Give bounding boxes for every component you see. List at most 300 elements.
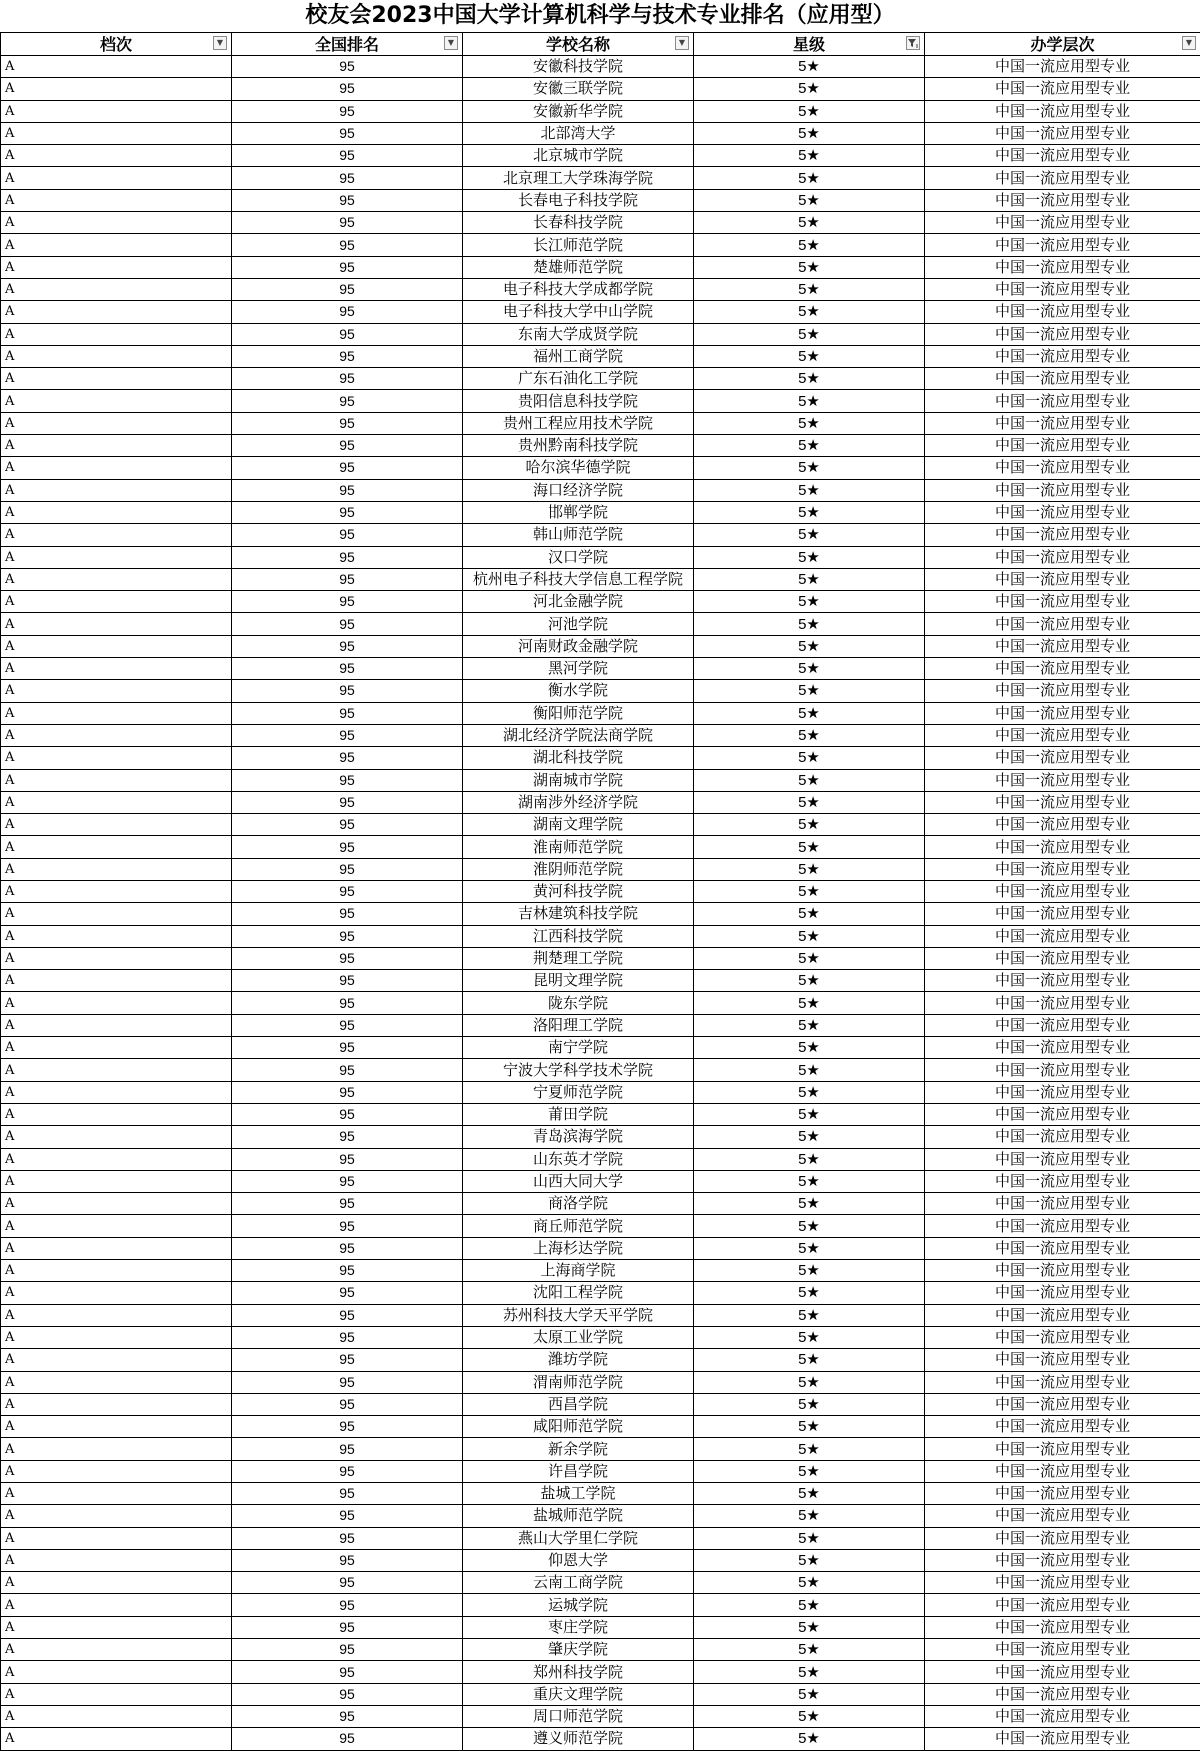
tier-cell: A: [1, 1505, 232, 1527]
rank-cell: 95: [232, 256, 463, 278]
table-row: [1, 345, 1200, 367]
tier-cell: A: [1, 1193, 232, 1215]
tier-cell: A: [1, 836, 232, 858]
rank-cell: 95: [232, 970, 463, 992]
school-level-cell: 中国一流应用型专业: [925, 836, 1200, 858]
school-name-cell: 枣庄学院: [463, 1616, 694, 1638]
tier-cell: A: [1, 1393, 232, 1415]
tier-cell: A: [1, 100, 232, 122]
tier-cell: A: [1, 435, 232, 457]
star-level-cell: 5★: [694, 1237, 925, 1259]
school-level-cell: 中国一流应用型专业: [925, 1103, 1200, 1125]
table-row: [1, 1393, 1200, 1415]
rank-cell: 95: [232, 412, 463, 434]
rank-cell: 95: [232, 1728, 463, 1750]
star-level-cell: 5★: [694, 1304, 925, 1326]
school-name-cell: 衡水学院: [463, 680, 694, 702]
school-level-cell: 中国一流应用型专业: [925, 635, 1200, 657]
column-header-label: 学校名称: [545, 34, 610, 54]
school-name-cell: 沈阳工程学院: [463, 1282, 694, 1304]
star-level-cell: 5★: [694, 1705, 925, 1727]
tier-cell: A: [1, 546, 232, 568]
rank-cell: 95: [232, 122, 463, 144]
school-name-cell: 北京理工大学珠海学院: [463, 167, 694, 189]
tier-cell: A: [1, 1728, 232, 1750]
rank-cell: 95: [232, 1683, 463, 1705]
school-level-cell: 中国一流应用型专业: [925, 1059, 1200, 1081]
school-name-cell: 宁波大学科学技术学院: [463, 1059, 694, 1081]
table-row: [1, 970, 1200, 992]
rank-cell: 95: [232, 479, 463, 501]
tier-cell: A: [1, 1148, 232, 1170]
school-level-cell: 中国一流应用型专业: [925, 412, 1200, 434]
school-level-cell: 中国一流应用型专业: [925, 1037, 1200, 1059]
rank-cell: 95: [232, 1326, 463, 1348]
table-row: [1, 368, 1200, 390]
star-level-cell: 5★: [694, 100, 925, 122]
star-level-cell: 5★: [694, 479, 925, 501]
tier-cell: A: [1, 1103, 232, 1125]
star-level-cell: 5★: [694, 122, 925, 144]
school-name-cell: 电子科技大学中山学院: [463, 301, 694, 323]
tier-cell: A: [1, 613, 232, 635]
school-name-cell: 运城学院: [463, 1594, 694, 1616]
table-row: [1, 1416, 1200, 1438]
school-name-cell: 电子科技大学成都学院: [463, 278, 694, 300]
tier-cell: A: [1, 1170, 232, 1192]
rank-cell: 95: [232, 1126, 463, 1148]
table-row: [1, 1527, 1200, 1549]
rank-cell: 95: [232, 1148, 463, 1170]
column-header-school-level: [925, 33, 1200, 56]
column-header-national-rank: [232, 33, 463, 56]
tier-cell: A: [1, 591, 232, 613]
table-row: [1, 479, 1200, 501]
star-level-cell: 5★: [694, 635, 925, 657]
school-level-cell: 中国一流应用型专业: [925, 457, 1200, 479]
rank-cell: 95: [232, 546, 463, 568]
rank-cell: 95: [232, 1505, 463, 1527]
school-level-cell: 中国一流应用型专业: [925, 568, 1200, 590]
rank-cell: 95: [232, 189, 463, 211]
table-row: [1, 390, 1200, 412]
school-level-cell: 中国一流应用型专业: [925, 925, 1200, 947]
table-row: [1, 1260, 1200, 1282]
school-name-cell: 云南工商学院: [463, 1572, 694, 1594]
star-level-cell: 5★: [694, 1594, 925, 1616]
table-row: [1, 1683, 1200, 1705]
table-row: [1, 1215, 1200, 1237]
tier-cell: A: [1, 1416, 232, 1438]
table-row: [1, 1371, 1200, 1393]
star-level-cell: 5★: [694, 1103, 925, 1125]
school-level-cell: 中国一流应用型专业: [925, 122, 1200, 144]
table-row: [1, 769, 1200, 791]
school-level-cell: 中国一流应用型专业: [925, 1705, 1200, 1727]
school-level-cell: 中国一流应用型专业: [925, 301, 1200, 323]
star-level-cell: 5★: [694, 1148, 925, 1170]
school-level-cell: 中国一流应用型专业: [925, 479, 1200, 501]
tier-cell: A: [1, 1126, 232, 1148]
school-name-cell: 安徽三联学院: [463, 78, 694, 100]
table-row: [1, 1103, 1200, 1125]
school-level-cell: 中国一流应用型专业: [925, 256, 1200, 278]
star-level-cell: 5★: [694, 435, 925, 457]
star-level-cell: 5★: [694, 501, 925, 523]
column-header-label: 星级: [792, 34, 825, 54]
school-name-cell: 仰恩大学: [463, 1549, 694, 1571]
rank-cell: 95: [232, 1483, 463, 1505]
rank-cell: 95: [232, 56, 463, 78]
rank-cell: 95: [232, 791, 463, 813]
table-row: [1, 1304, 1200, 1326]
filter-icon[interactable]: [906, 36, 920, 50]
school-level-cell: 中国一流应用型专业: [925, 1416, 1200, 1438]
tier-cell: A: [1, 524, 232, 546]
rank-cell: 95: [232, 1416, 463, 1438]
school-level-cell: 中国一流应用型专业: [925, 769, 1200, 791]
school-level-cell: 中国一流应用型专业: [925, 1014, 1200, 1036]
school-name-cell: 北部湾大学: [463, 122, 694, 144]
tier-cell: A: [1, 412, 232, 434]
rank-cell: 95: [232, 1616, 463, 1638]
school-level-cell: 中国一流应用型专业: [925, 234, 1200, 256]
table-row: [1, 256, 1200, 278]
school-name-cell: 海口经济学院: [463, 479, 694, 501]
dropdown-arrow-icon[interactable]: ▼: [675, 36, 689, 50]
table-row: [1, 903, 1200, 925]
school-name-cell: 盐城师范学院: [463, 1505, 694, 1527]
rank-cell: 95: [232, 702, 463, 724]
school-name-cell: 长春电子科技学院: [463, 189, 694, 211]
table-row: [1, 1505, 1200, 1527]
school-name-cell: 湖南城市学院: [463, 769, 694, 791]
rank-cell: 95: [232, 680, 463, 702]
table-row: [1, 122, 1200, 144]
school-name-cell: 贵阳信息科技学院: [463, 390, 694, 412]
school-level-cell: 中国一流应用型专业: [925, 747, 1200, 769]
star-level-cell: 5★: [694, 1170, 925, 1192]
star-level-cell: 5★: [694, 1549, 925, 1571]
rank-cell: 95: [232, 1304, 463, 1326]
star-level-cell: 5★: [694, 613, 925, 635]
tier-cell: A: [1, 880, 232, 902]
star-level-cell: 5★: [694, 546, 925, 568]
rank-cell: 95: [232, 1639, 463, 1661]
school-name-cell: 盐城工学院: [463, 1483, 694, 1505]
dropdown-arrow-icon[interactable]: ▼: [444, 36, 458, 50]
star-level-cell: 5★: [694, 145, 925, 167]
tier-cell: A: [1, 479, 232, 501]
table-row: [1, 323, 1200, 345]
table-row: [1, 702, 1200, 724]
school-name-cell: 江西科技学院: [463, 925, 694, 947]
school-level-cell: 中国一流应用型专业: [925, 1460, 1200, 1482]
rank-cell: 95: [232, 1705, 463, 1727]
school-level-cell: 中国一流应用型专业: [925, 1170, 1200, 1192]
tier-cell: A: [1, 1081, 232, 1103]
table-row: [1, 212, 1200, 234]
tier-cell: A: [1, 1438, 232, 1460]
tier-cell: A: [1, 1661, 232, 1683]
tier-cell: A: [1, 1616, 232, 1638]
school-name-cell: 山东英才学院: [463, 1148, 694, 1170]
school-name-cell: 楚雄师范学院: [463, 256, 694, 278]
school-level-cell: 中国一流应用型专业: [925, 212, 1200, 234]
rank-cell: 95: [232, 658, 463, 680]
dropdown-arrow-icon[interactable]: ▼: [1182, 36, 1196, 50]
header-row: [1, 33, 1200, 56]
school-name-cell: 湖南文理学院: [463, 814, 694, 836]
rank-cell: 95: [232, 1193, 463, 1215]
rank-cell: 95: [232, 1260, 463, 1282]
school-level-cell: 中国一流应用型专业: [925, 1616, 1200, 1638]
school-level-cell: 中国一流应用型专业: [925, 1661, 1200, 1683]
school-level-cell: 中国一流应用型专业: [925, 1483, 1200, 1505]
table-row: [1, 100, 1200, 122]
star-level-cell: 5★: [694, 524, 925, 546]
star-level-cell: 5★: [694, 256, 925, 278]
school-name-cell: 长江师范学院: [463, 234, 694, 256]
star-level-cell: 5★: [694, 1438, 925, 1460]
tier-cell: A: [1, 1483, 232, 1505]
school-level-cell: 中国一流应用型专业: [925, 1148, 1200, 1170]
school-name-cell: 安徽新华学院: [463, 100, 694, 122]
tier-cell: A: [1, 635, 232, 657]
school-level-cell: 中国一流应用型专业: [925, 903, 1200, 925]
tier-cell: A: [1, 301, 232, 323]
star-level-cell: 5★: [694, 702, 925, 724]
school-level-cell: 中国一流应用型专业: [925, 56, 1200, 78]
table-row: [1, 501, 1200, 523]
star-level-cell: 5★: [694, 457, 925, 479]
star-level-cell: 5★: [694, 1282, 925, 1304]
school-name-cell: 上海商学院: [463, 1260, 694, 1282]
school-level-cell: 中国一流应用型专业: [925, 1371, 1200, 1393]
star-level-cell: 5★: [694, 836, 925, 858]
tier-cell: A: [1, 1371, 232, 1393]
school-level-cell: 中国一流应用型专业: [925, 189, 1200, 211]
rank-cell: 95: [232, 1661, 463, 1683]
table-row: [1, 1148, 1200, 1170]
school-level-cell: 中国一流应用型专业: [925, 613, 1200, 635]
school-level-cell: 中国一流应用型专业: [925, 390, 1200, 412]
school-level-cell: 中国一流应用型专业: [925, 1237, 1200, 1259]
star-level-cell: 5★: [694, 970, 925, 992]
star-level-cell: 5★: [694, 658, 925, 680]
table-row: [1, 234, 1200, 256]
tier-cell: A: [1, 56, 232, 78]
table-row: [1, 189, 1200, 211]
rank-cell: 95: [232, 1059, 463, 1081]
school-level-cell: 中国一流应用型专业: [925, 791, 1200, 813]
tier-cell: A: [1, 1349, 232, 1371]
star-level-cell: 5★: [694, 1260, 925, 1282]
star-level-cell: 5★: [694, 591, 925, 613]
tier-cell: A: [1, 278, 232, 300]
school-name-cell: 重庆文理学院: [463, 1683, 694, 1705]
school-level-cell: 中国一流应用型专业: [925, 702, 1200, 724]
table-row: [1, 1483, 1200, 1505]
school-name-cell: 洛阳理工学院: [463, 1014, 694, 1036]
tier-cell: A: [1, 791, 232, 813]
star-level-cell: 5★: [694, 1572, 925, 1594]
table-row: [1, 1014, 1200, 1036]
table-row: [1, 1572, 1200, 1594]
rank-cell: 95: [232, 836, 463, 858]
rank-cell: 95: [232, 925, 463, 947]
rank-cell: 95: [232, 1282, 463, 1304]
star-level-cell: 5★: [694, 1393, 925, 1415]
school-name-cell: 西昌学院: [463, 1393, 694, 1415]
school-name-cell: 商洛学院: [463, 1193, 694, 1215]
rank-cell: 95: [232, 1549, 463, 1571]
tier-cell: A: [1, 1594, 232, 1616]
school-name-cell: 韩山师范学院: [463, 524, 694, 546]
tier-cell: A: [1, 814, 232, 836]
school-level-cell: 中国一流应用型专业: [925, 591, 1200, 613]
school-level-cell: 中国一流应用型专业: [925, 1326, 1200, 1348]
column-header-tier: [1, 33, 232, 56]
school-level-cell: 中国一流应用型专业: [925, 1304, 1200, 1326]
table-row: [1, 1549, 1200, 1571]
school-name-cell: 湖北科技学院: [463, 747, 694, 769]
school-level-cell: 中国一流应用型专业: [925, 1527, 1200, 1549]
star-level-cell: 5★: [694, 368, 925, 390]
star-level-cell: 5★: [694, 791, 925, 813]
school-level-cell: 中国一流应用型专业: [925, 970, 1200, 992]
star-level-cell: 5★: [694, 167, 925, 189]
tier-cell: A: [1, 212, 232, 234]
rank-cell: 95: [232, 769, 463, 791]
tier-cell: A: [1, 368, 232, 390]
tier-cell: A: [1, 1705, 232, 1727]
rank-cell: 95: [232, 167, 463, 189]
school-name-cell: 渭南师范学院: [463, 1371, 694, 1393]
rank-cell: 95: [232, 435, 463, 457]
star-level-cell: 5★: [694, 1639, 925, 1661]
tier-cell: A: [1, 1683, 232, 1705]
table-row: [1, 680, 1200, 702]
rank-cell: 95: [232, 591, 463, 613]
rank-cell: 95: [232, 390, 463, 412]
school-level-cell: 中国一流应用型专业: [925, 1505, 1200, 1527]
school-level-cell: 中国一流应用型专业: [925, 724, 1200, 746]
table-row: [1, 1193, 1200, 1215]
tier-cell: A: [1, 78, 232, 100]
rank-cell: 95: [232, 1460, 463, 1482]
school-level-cell: 中国一流应用型专业: [925, 680, 1200, 702]
table-row: [1, 1594, 1200, 1616]
tier-cell: A: [1, 1059, 232, 1081]
school-name-cell: 郑州科技学院: [463, 1661, 694, 1683]
star-level-cell: 5★: [694, 1728, 925, 1750]
school-name-cell: 陇东学院: [463, 992, 694, 1014]
rank-cell: 95: [232, 568, 463, 590]
star-level-cell: 5★: [694, 880, 925, 902]
school-level-cell: 中国一流应用型专业: [925, 145, 1200, 167]
school-name-cell: 淮阴师范学院: [463, 858, 694, 880]
tier-cell: A: [1, 1326, 232, 1348]
school-name-cell: 太原工业学院: [463, 1326, 694, 1348]
star-level-cell: 5★: [694, 412, 925, 434]
tier-cell: A: [1, 1260, 232, 1282]
table-row: [1, 613, 1200, 635]
star-level-cell: 5★: [694, 212, 925, 234]
star-level-cell: 5★: [694, 1215, 925, 1237]
table-row: [1, 1661, 1200, 1683]
school-name-cell: 黄河科技学院: [463, 880, 694, 902]
tier-cell: A: [1, 747, 232, 769]
school-name-cell: 青岛滨海学院: [463, 1126, 694, 1148]
tier-cell: A: [1, 1215, 232, 1237]
school-level-cell: 中国一流应用型专业: [925, 658, 1200, 680]
filter-icon-glyph: [907, 37, 919, 49]
rank-cell: 95: [232, 747, 463, 769]
school-level-cell: 中国一流应用型专业: [925, 1438, 1200, 1460]
tier-cell: A: [1, 769, 232, 791]
school-level-cell: 中国一流应用型专业: [925, 1393, 1200, 1415]
school-level-cell: 中国一流应用型专业: [925, 1349, 1200, 1371]
school-name-cell: 莆田学院: [463, 1103, 694, 1125]
rank-cell: 95: [232, 1393, 463, 1415]
school-level-cell: 中国一流应用型专业: [925, 1282, 1200, 1304]
tier-cell: A: [1, 457, 232, 479]
rank-cell: 95: [232, 1527, 463, 1549]
rank-cell: 95: [232, 947, 463, 969]
star-level-cell: 5★: [694, 1193, 925, 1215]
school-name-cell: 衡阳师范学院: [463, 702, 694, 724]
school-name-cell: 广东石油化工学院: [463, 368, 694, 390]
rank-cell: 95: [232, 78, 463, 100]
rank-cell: 95: [232, 1103, 463, 1125]
tier-cell: A: [1, 970, 232, 992]
school-level-cell: 中国一流应用型专业: [925, 1081, 1200, 1103]
school-level-cell: 中国一流应用型专业: [925, 501, 1200, 523]
rank-cell: 95: [232, 1237, 463, 1259]
school-name-cell: 荆楚理工学院: [463, 947, 694, 969]
school-level-cell: 中国一流应用型专业: [925, 1126, 1200, 1148]
dropdown-arrow-icon[interactable]: ▼: [213, 36, 227, 50]
school-name-cell: 邯郸学院: [463, 501, 694, 523]
table-row: [1, 1639, 1200, 1661]
school-level-cell: 中国一流应用型专业: [925, 524, 1200, 546]
tier-cell: A: [1, 992, 232, 1014]
table-row: [1, 1728, 1200, 1750]
table-row: [1, 992, 1200, 1014]
rank-cell: 95: [232, 501, 463, 523]
tier-cell: A: [1, 925, 232, 947]
rank-cell: 95: [232, 1037, 463, 1059]
star-level-cell: 5★: [694, 814, 925, 836]
tier-cell: A: [1, 903, 232, 925]
tier-cell: A: [1, 1639, 232, 1661]
rank-cell: 95: [232, 1349, 463, 1371]
table-row: [1, 1170, 1200, 1192]
school-name-cell: 长春科技学院: [463, 212, 694, 234]
table-row: [1, 301, 1200, 323]
star-level-cell: 5★: [694, 1371, 925, 1393]
school-name-cell: 苏州科技大学天平学院: [463, 1304, 694, 1326]
school-level-cell: 中国一流应用型专业: [925, 880, 1200, 902]
school-name-cell: 河池学院: [463, 613, 694, 635]
table-row: [1, 791, 1200, 813]
star-level-cell: 5★: [694, 1683, 925, 1705]
rank-cell: 95: [232, 1215, 463, 1237]
ranking-table: [0, 32, 1200, 1751]
star-level-cell: 5★: [694, 278, 925, 300]
star-level-cell: 5★: [694, 1616, 925, 1638]
